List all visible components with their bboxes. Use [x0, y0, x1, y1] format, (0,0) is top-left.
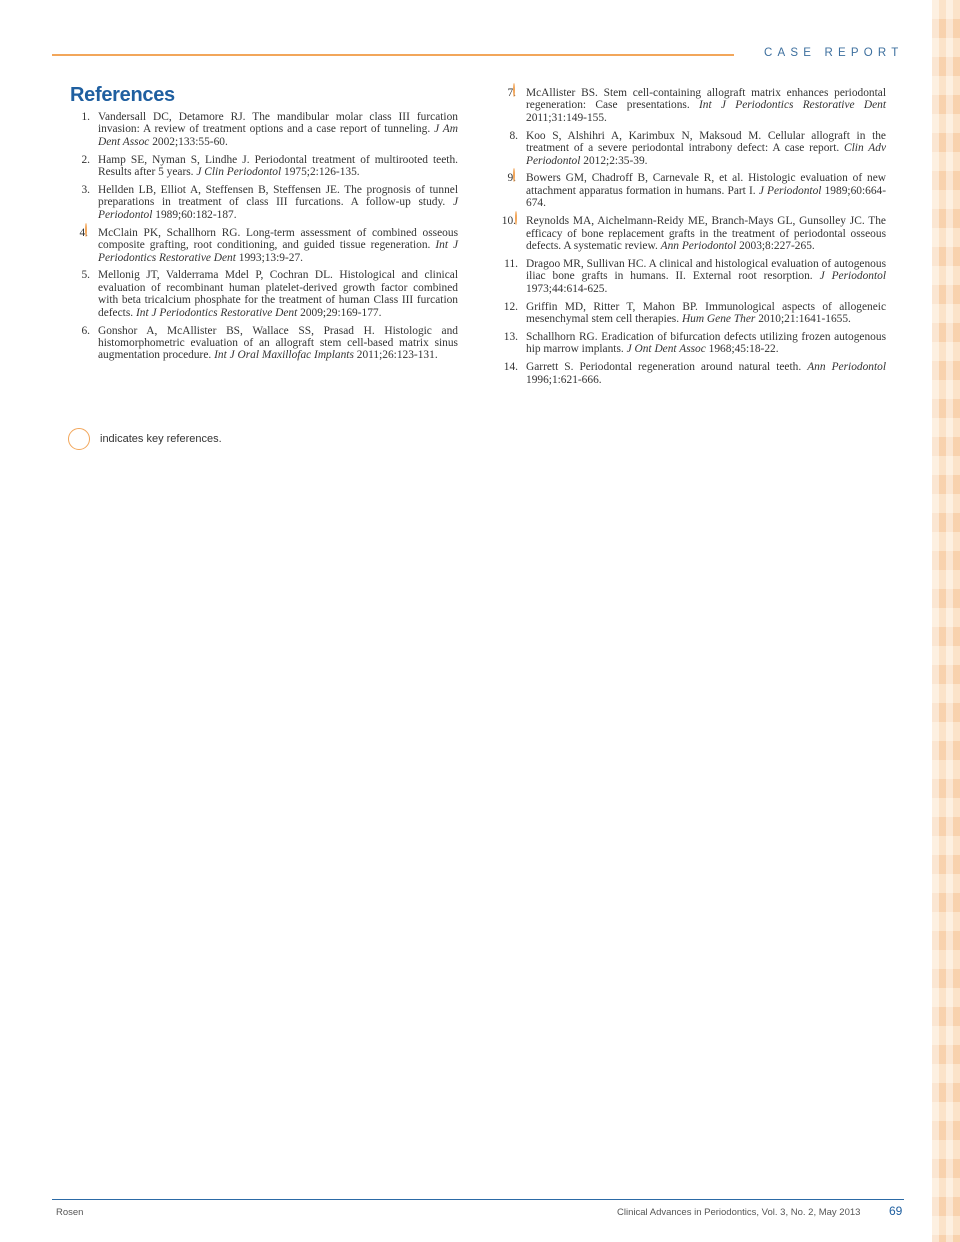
reference-item: [498, 331, 886, 356]
reference-text: McClain PK, Schallhorn RG. Long-term assessment of combined osseous composite grafting, root conditioning, and guided tissue regeneration. Int J Periodontics Restorative Dent 1993;13:9-27.: [98, 226, 458, 264]
reference-text: Hamp SE, Nyman S, Lindhe J. Periodontal treatment of multirooted teeth. Results after 5 years. J Clin Periodontol 1975;2:126-135.: [98, 153, 458, 179]
reference-text: Vandersall DC, Detamore RJ. The mandibular molar class III furcation invasion: A review of treatment options and a case report of tunneling. J Am Dent Assoc 2002;133:55-60.: [98, 111, 458, 148]
key-reference-legend: [68, 428, 222, 450]
reference-text: Mellonig JT, Valderrama Mdel P, Cochran DL. Histological and clinical evaluation of recombinant human platelet-derived growth factor combined with beta tricalcium phosphate for the treatment of human Class III furcation defects. Int J Periodontics Restorative Dent 2009;29:169-177.: [98, 269, 458, 319]
decorative-side-strip: [932, 0, 960, 1242]
key-reference-circle-icon: [513, 83, 515, 97]
reference-number: 10.: [498, 215, 526, 252]
reference-item: [498, 130, 886, 167]
reference-text: Reynolds MA, Aichelmann-Reidy ME, Branch-Mays GL, Gunsolley JC. The efficacy of bone replacement grafts in the treatment of periodontal osseous defects. A systematic review. Ann Periodontol 2003;8:227-265.: [526, 215, 886, 252]
reference-text: Koo S, Alshihri A, Karimbux N, Maksoud M. Cellular allograft in the treatment of a severe periodontal intrabony defect: A case report. Clin Adv Periodontol 2012;2:35-39.: [526, 129, 886, 167]
reference-number: 2.: [81, 153, 90, 166]
reference-item: [498, 215, 886, 252]
reference-text: Schallhorn RG. Eradication of bifurcation defects utilizing frozen autogenous hip marrow implants. J Ont Dent Assoc 1968;45:18-22.: [526, 330, 886, 356]
reference-number: 11.: [504, 257, 518, 270]
reference-number: 9.: [498, 172, 526, 209]
reference-number: 7.: [498, 87, 526, 124]
reference-text: Gonshor A, McAllister BS, Wallace SS, Prasad H. Histologic and histomorphometric evaluation of an allograft stem cell-based matrix sinus augmentation procedure. Int J Oral Maxillofac Implants 2011;26:123-131.: [98, 324, 458, 362]
key-reference-circle-icon: [515, 211, 517, 225]
reference-number: 3.: [81, 184, 90, 197]
key-reference-circle-icon: [85, 223, 87, 237]
reference-item: [498, 361, 886, 386]
reference-item: [70, 325, 458, 362]
reference-number: 12.: [503, 300, 518, 313]
reference-number: 4.: [70, 227, 98, 264]
footer-author: Rosen: [56, 1207, 84, 1218]
reference-item: [70, 269, 458, 319]
reference-number: 13.: [503, 330, 518, 343]
reference-number: 14.: [503, 361, 518, 374]
references-column-right: [498, 87, 886, 392]
reference-text: McAllister BS. Stem cell-containing allograft matrix enhances periodontal regeneration: Case presentations. Int J Periodontics Restorative Dent 2011;31:149-155.: [526, 87, 886, 124]
legend-text: indicates key references.: [100, 433, 222, 445]
section-label: CASE REPORT: [764, 47, 904, 59]
header-rule: [52, 54, 734, 56]
reference-text: Dragoo MR, Sullivan HC. A clinical and histological evaluation of autogenous iliac bone grafts in humans. II. External root resorption. J Periodontol 1973;44:614-625.: [526, 257, 886, 295]
reference-item: [498, 87, 886, 124]
reference-text: Griffin MD, Ritter T, Mahon BP. Immunological aspects of allogeneic mesenchymal stem cell therapies. Hum Gene Ther 2010;21:1641-1655.: [526, 300, 886, 325]
reference-text: Bowers GM, Chadroff B, Carnevale R, et al. Histologic evaluation of new attachment apparatus formation in humans. Part I. J Periodontol 1989;60:664-674.: [526, 172, 886, 210]
reference-number: 8.: [509, 129, 518, 142]
references-heading: References: [70, 84, 175, 106]
reference-item: [70, 154, 458, 179]
reference-item: [498, 172, 886, 209]
reference-item: [70, 227, 458, 264]
reference-item: [498, 258, 886, 295]
reference-item: [70, 184, 458, 221]
reference-text: Hellden LB, Elliot A, Steffensen B, Steffensen JE. The prognosis of tunnel preparations in treatment of class III furcations. A follow-up study. J Periodontol 1989;60:182-187.: [98, 184, 458, 221]
reference-item: [498, 301, 886, 326]
footer-rule: [52, 1199, 904, 1200]
reference-number: 1.: [81, 111, 90, 123]
reference-number: 5.: [81, 269, 90, 282]
page-number: 69: [889, 1204, 903, 1218]
reference-item: [70, 111, 458, 148]
reference-text: Garrett S. Periodontal regeneration around natural teeth. Ann Periodontol 1996;1:621-666.: [526, 361, 886, 386]
circle-icon: [68, 428, 90, 450]
reference-number: 6.: [81, 324, 90, 337]
references-column-left: [70, 111, 458, 367]
footer-journal: Clinical Advances in Periodontics, Vol. 3, No. 2, May 2013: [617, 1207, 861, 1218]
